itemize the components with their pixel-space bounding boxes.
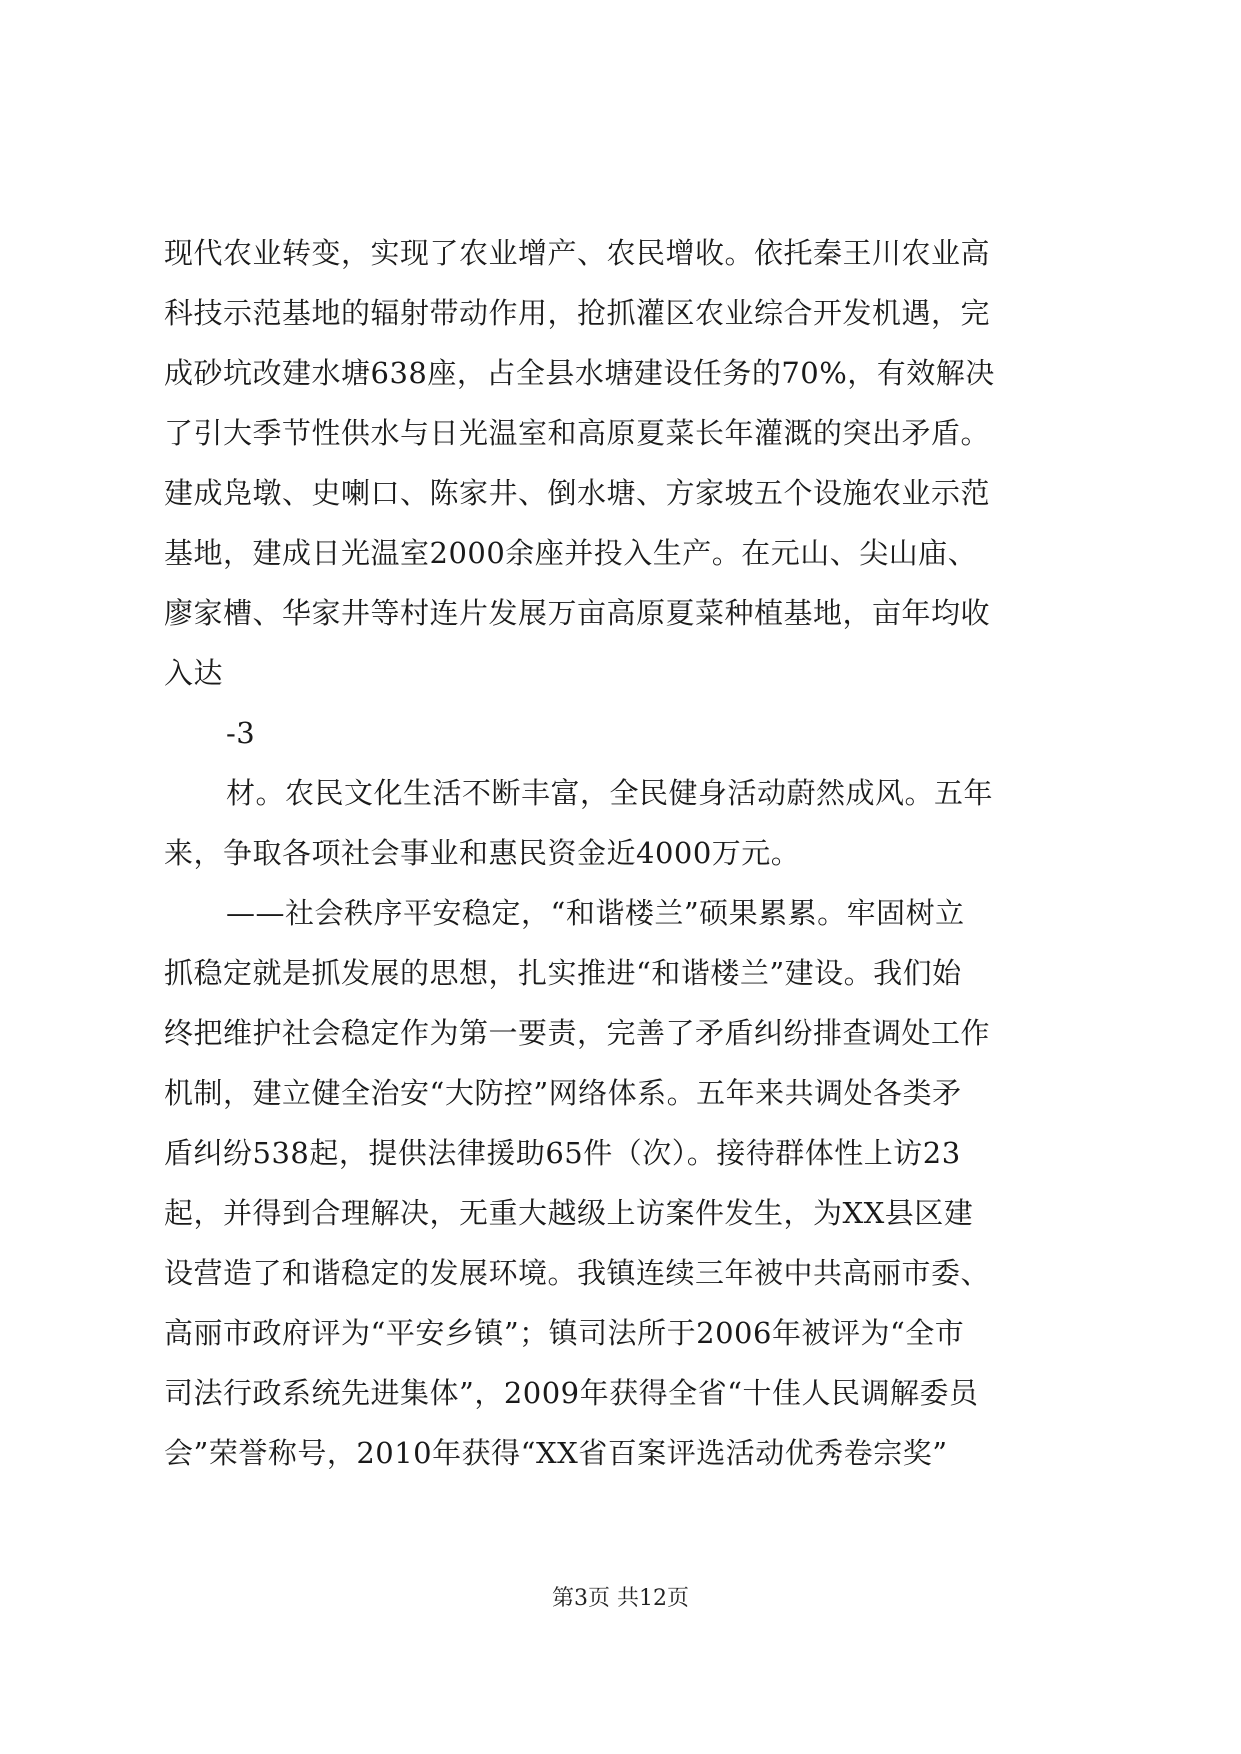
text-line: 机制，建立健全治安“大防控”网络体系。五年来共调处各类矛	[164, 1076, 962, 1110]
text-line: 终把维护社会稳定作为第一要责，完善了矛盾纠纷排查调处工作	[164, 1016, 991, 1050]
text-line: 来，争取各项社会事业和惠民资金近4000万元。	[164, 836, 801, 870]
text-line: 廖家槽、华家井等村连片发展万亩高原夏菜种植基地，亩年均收	[164, 596, 991, 630]
text-line: 高丽市政府评为“平安乡镇”；镇司法所于2006年被评为“全市	[164, 1316, 965, 1350]
paragraph-start: 材。农民文化生活不断丰富，全民健身活动蔚然成风。五年	[226, 776, 994, 810]
text-line: 建成凫墩、史喇口、陈家井、倒水塘、方家坡五个设施农业示范	[164, 476, 991, 510]
page-footer: 第3页 共12页	[552, 1586, 689, 1611]
text-line: 科技示范基地的辐射带动作用，抢抓灌区农业综合开发机遇，完	[164, 296, 991, 330]
page-marker: -3	[226, 716, 256, 750]
text-line: 基地，建成日光温室2000余座并投入生产。在元山、尖山庙、	[164, 536, 978, 570]
text-line: 盾纠纷538起，提供法律援助65件（次）。接待群体性上访23	[164, 1136, 961, 1170]
text-line: 会”荣誉称号，2010年获得“XX省百案评选活动优秀卷宗奖”	[164, 1436, 948, 1470]
text-line: 成砂坑改建水塘638座，占全县水塘建设任务的70%，有效解决	[164, 356, 995, 390]
text-line: 起，并得到合理解决，无重大越级上访案件发生，为XX县区建	[164, 1196, 974, 1230]
paragraph-start: ——社会秩序平安稳定，“和谐楼兰”硕果累累。牢固树立	[226, 896, 965, 930]
text-line: 现代农业转变，实现了农业增产、农民增收。依托秦王川农业高	[164, 236, 991, 270]
text-line: 入达	[164, 656, 224, 690]
text-line: 司法行政系统先进集体”，2009年获得全省“十佳人民调解委员	[164, 1376, 979, 1410]
text-line: 抓稳定就是抓发展的思想，扎实推进“和谐楼兰”建设。我们始	[164, 956, 962, 990]
text-line: 设营造了和谐稳定的发展环境。我镇连续三年被中共高丽市委、	[164, 1256, 991, 1290]
text-line: 了引大季节性供水与日光温室和高原夏菜长年灌溉的突出矛盾。	[164, 416, 991, 450]
